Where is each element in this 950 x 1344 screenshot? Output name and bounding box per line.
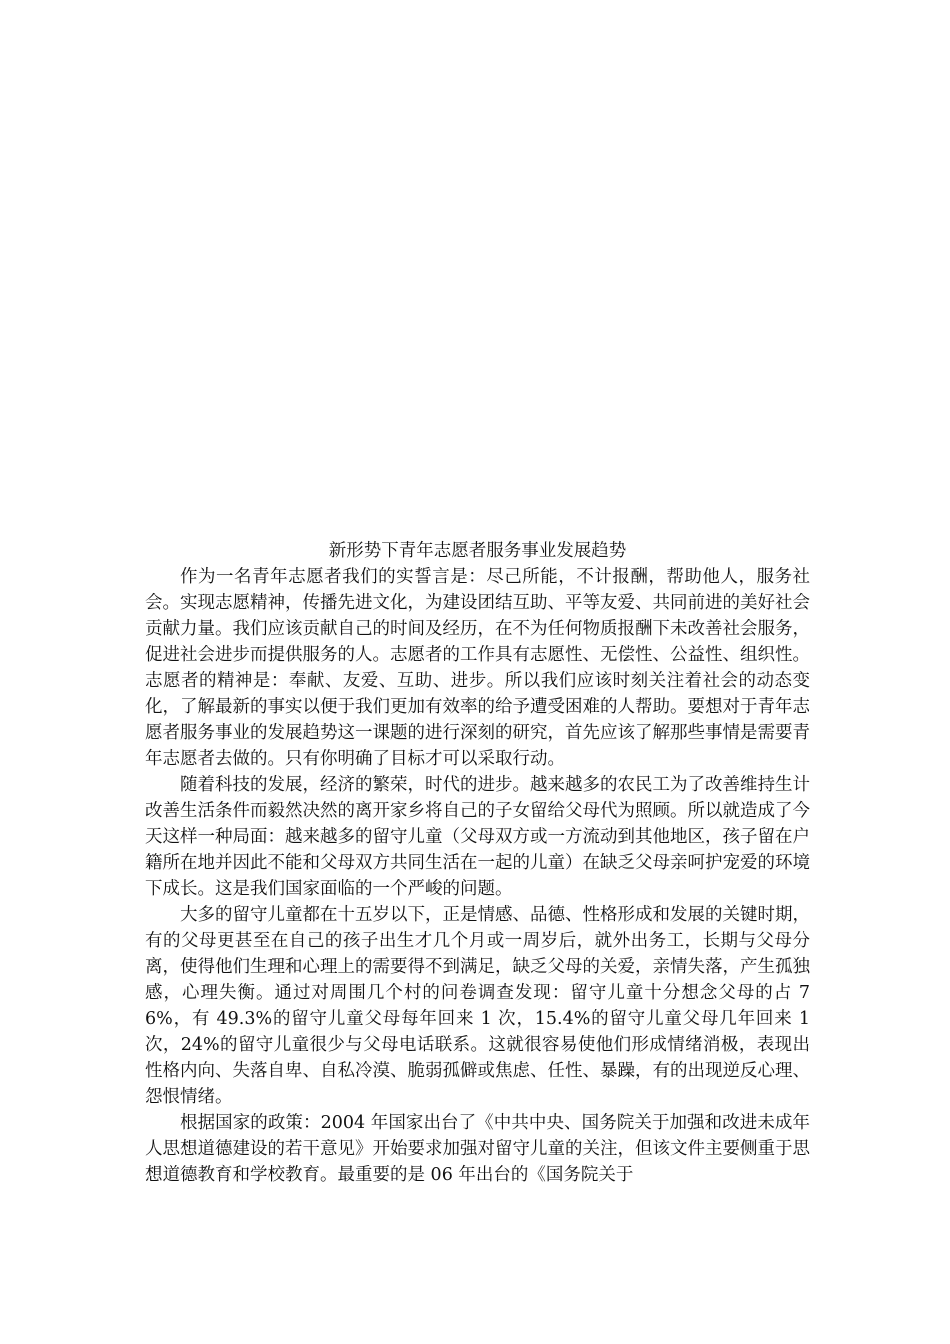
document-body	[145, 538, 810, 1188]
paragraph-national-policy: 根据国家的政策：2004 年国家出台了《中共中央、国务院关于加强和改进未成年人思想道德建设的若干意见》开始要求加强对留守儿童的关注，但该文件主要侧重于思想道德教育和学校教育。最重要的是 06 年出台的《国务院关于	[145, 1113, 810, 1185]
document-title: 新形势下青年志愿者服务事业发展趋势	[328, 541, 627, 561]
paragraph-survey-findings: 大多的留守儿童都在十五岁以下，正是情感、品德、性格形成和发展的关键时期，有的父母更甚至在自己的孩子出生才几个月或一周岁后，就外出务工，长期与父母分离，使得他们生理和心理上的需要得不到满足，缺乏父母的关爱，亲情失落，产生孤独感，心理失衡。通过对周围几个村的问卷调查发现：留守儿童十分想念父母的占 76%，有 49.3%的留守儿童父母每年回来 1 次，15.4%的留守儿童父母几年回来 1 次，24%的留守儿童很少与父母电话联系。这就很容易使他们形成情绪消极，表现出性格内向、失落自卑、自私冷漠、脆弱孤僻或焦虑、任性、暴躁，有的出现逆反心理、怨恨情绪。	[145, 905, 810, 1107]
paragraph-left-behind-children: 随着科技的发展，经济的繁荣，时代的进步。越来越多的农民工为了改善维持生计改善生活条件而毅然决然的离开家乡将自己的子女留给父母代为照顾。所以就造成了今天这样一种局面：越来越多的留守儿童（父母双方或一方流动到其他地区，孩子留在户籍所在地并因此不能和父母双方共同生活在一起的儿童）在缺乏父母亲呵护宠爱的环境下成长。这是我们国家面临的一个严峻的问题。	[145, 775, 810, 899]
paragraph-volunteer-oath: 作为一名青年志愿者我们的实誓言是：尽己所能，不计报酬，帮助他人，服务社会。实现志愿精神，传播先进文化，为建设团结互助、平等友爱、共同前进的美好社会贡献力量。我们应该贡献自己的时间及经历，在不为任何物质报酬下未改善社会服务，促进社会进步而提供服务的人。志愿者的工作具有志愿性、无偿性、公益性、组织性。志愿者的精神是：奉献、友爱、互助、进步。所以我们应该时刻关注着社会的动态变化，了解最新的事实以便于我们更加有效率的给予遭受困难的人帮助。要想对于青年志愿者服务事业的发展趋势这一课题的进行深刻的研究，首先应该了解那些事情是需要青年志愿者去做的。只有你明确了目标才可以采取行动。	[145, 567, 810, 769]
